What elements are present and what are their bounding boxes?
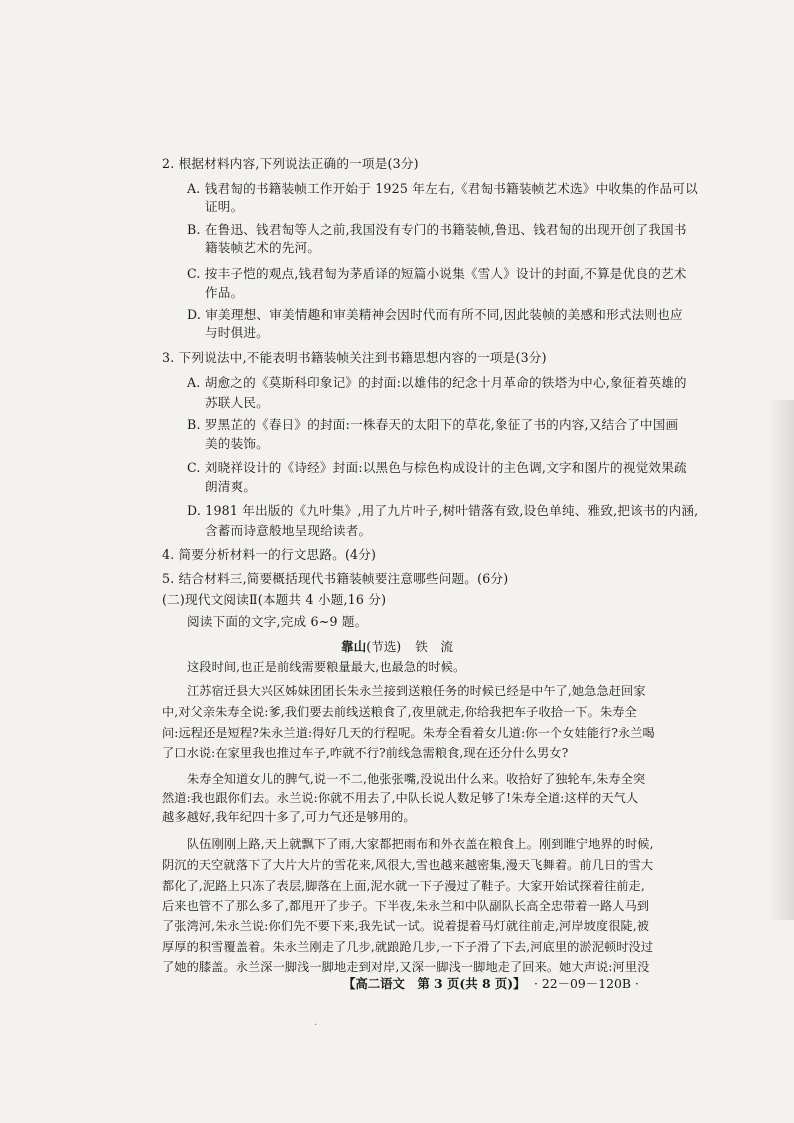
story-line: 朱寿全知道女儿的脾气,说一不二,他张张嘴,没说出什么来。收拾好了独轮车,朱寿全突 bbox=[187, 772, 646, 786]
question-3-option-a-cont: 苏联人民。 bbox=[205, 395, 269, 410]
question-3-option-d-cont: 含蓄而诗意般地呈现给读者。 bbox=[205, 523, 372, 538]
scan-shadow bbox=[768, 400, 794, 920]
story-line: 这段时间,也正是前线需要粮量最大,也最急的时候。 bbox=[187, 660, 466, 674]
question-3-stem: 3. 下列说法中,不能表明书籍装帧关注到书籍思想内容的一项是(3分) bbox=[162, 350, 547, 365]
question-3-option-b: B. 罗黑芷的《春日》的封面:一株春天的太阳下的草花,象征了书的内容,又结合了中国画 bbox=[187, 417, 679, 432]
story-line: 然道:我也跟你们去。永兰说:你就不用去了,中队长说人数足够了!朱寿全道:这样的天气人 bbox=[162, 791, 639, 805]
question-2-option-d-cont: 与时俱进。 bbox=[205, 325, 269, 340]
question-3-option-c: C. 刘晓祥设计的《诗经》封面:以黑色与棕色构成设计的主色调,文字和图片的视觉效果疏 bbox=[187, 460, 687, 475]
section-instruction: 阅读下面的文字,完成 6~9 题。 bbox=[187, 614, 368, 629]
story-line: 后来也管不了那么多了,都甩开了步子。下半夜,朱永兰和中队副队长高全忠带着一路人马到 bbox=[162, 899, 650, 913]
story-title-text: 靠山 bbox=[341, 639, 367, 654]
question-3-option-c-cont: 朗清爽。 bbox=[205, 479, 257, 494]
story-line: 厚厚的积雪覆盖着。朱永兰刚走了几步,就踉跄几步,一下子滑了下去,河底里的淤泥顿时没过 bbox=[162, 940, 654, 954]
question-5: 5. 结合材料三,简要概括现代书籍装帧要注意哪些问题。(6分) bbox=[162, 571, 509, 586]
story-author: 铁 流 bbox=[415, 639, 453, 654]
question-3-option-d: D. 1981 年出版的《九叶集》,用了九片叶子,树叶错落有致,设色单纯、雅致,把该书的内涵, bbox=[187, 503, 699, 518]
scan-speck: · bbox=[314, 1020, 318, 1031]
story-line: 了她的膝盖。永兰深一脚浅一脚地走到对岸,又深一脚浅一脚地走了回来。她大声说:河里没 bbox=[162, 960, 650, 974]
story-line: 江苏宿迁县大兴区姊妹团团长朱永兰接到送粮任务的时候已经是中午了,她急急赶回家 bbox=[187, 684, 646, 698]
story-line: 中,对父亲朱寿全说:爹,我们要去前线送粮食了,夜里就走,你给我把车子收拾一下。朱寿全 bbox=[162, 705, 637, 719]
question-2-option-d: D. 审美理想、审美情趣和审美精神会因时代而有所不同,因此装帧的美感和形式法则也应 bbox=[187, 307, 683, 322]
question-2-option-b: B. 在鲁迅、钱君匋等人之前,我国没有专门的书籍装帧,鲁迅、钱君匋的出现开创了我国书 bbox=[187, 222, 687, 237]
story-line: 阴沉的天空就落下了大片大片的雪花来,风很大,雪也越来越密集,漫天飞舞着。前几日的雪大 bbox=[162, 858, 654, 872]
question-2-stem: 2. 根据材料内容,下列说法正确的一项是(3分) bbox=[162, 156, 419, 171]
question-2-option-a-cont: 证明。 bbox=[205, 199, 244, 214]
question-2-option-c-cont: 作品。 bbox=[205, 285, 244, 300]
story-line: 队伍刚刚上路,天上就飘下了雨,大家都把雨布和外衣盖在粮食上。刚到睢宁地界的时候, bbox=[187, 837, 654, 851]
section-heading: (二)现代文阅读Ⅱ(本题共 4 小题,16 分) bbox=[162, 592, 387, 607]
question-2-option-b-cont: 籍装帧艺术的先河。 bbox=[205, 240, 321, 255]
question-3-option-a: A. 胡愈之的《莫斯科印象记》的封面:以雄伟的纪念十月革命的铁塔为中心,象征着英雄的 bbox=[187, 375, 687, 390]
footer-code: · 22－09－120B · bbox=[534, 976, 639, 991]
story-title-note: (节选) bbox=[366, 639, 402, 654]
footer-page-info: 【高二语文 第 3 页(共 8 页)】 bbox=[343, 976, 526, 991]
question-3-option-b-cont: 美的装饰。 bbox=[205, 436, 269, 451]
question-4: 4. 简要分析材料一的行文思路。(4分) bbox=[162, 547, 377, 562]
story-title bbox=[0, 637, 794, 657]
story-line: 问:远程还是短程?朱永兰道:得好几天的行程呢。朱寿全看着女儿道:你一个女娃能行?永兰喝 bbox=[162, 726, 655, 740]
story-line: 了张湾河,朱永兰说:你们先不要下来,我先试一试。说着提着马灯就往前走,河岸坡度很陡,被 bbox=[162, 919, 650, 933]
question-2-option-c: C. 按丰子恺的观点,钱君匋为茅盾译的短篇小说集《雪人》设计的封面,不算是优良的艺术 bbox=[187, 266, 687, 281]
story-line: 越多越好,我年纪四十多了,可力气还是够用的。 bbox=[162, 810, 416, 824]
story-line: 都化了,泥路上只冻了表层,脚落在上面,泥水就一下子漫过了鞋子。大家开始试探着往前走, bbox=[162, 879, 645, 893]
question-2-option-a: A. 钱君匋的书籍装帧工作开始于 1925 年左右,《君匋书籍装帧艺术选》中收集的作品可以 bbox=[187, 181, 698, 196]
story-line: 了口水说:在家里我也推过车子,咋就不行?前线急需粮食,现在还分什么男女? bbox=[162, 746, 569, 760]
